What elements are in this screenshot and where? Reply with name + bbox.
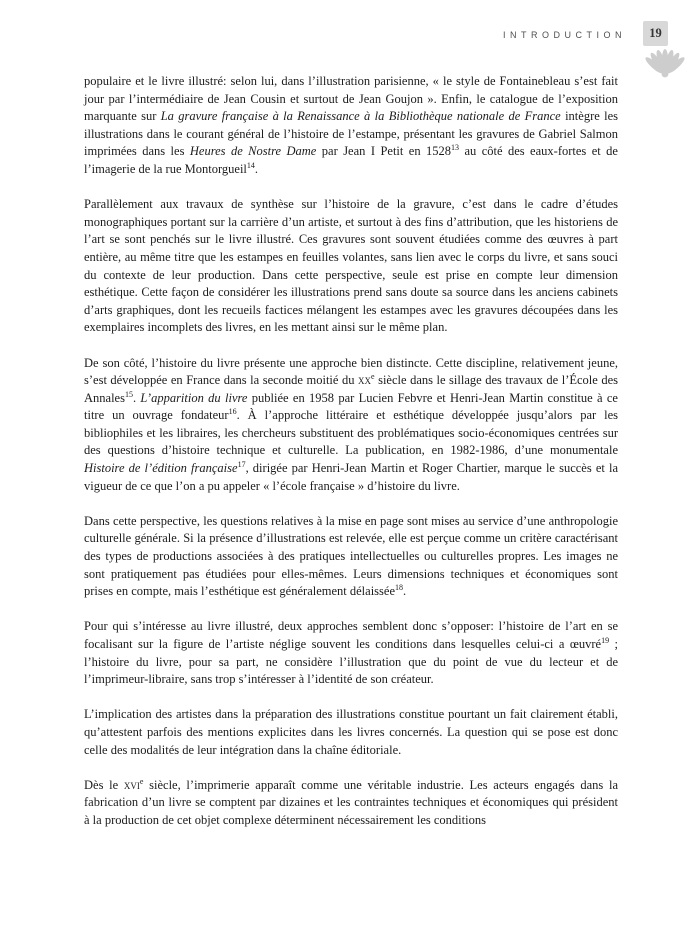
paragraph: Dès le xvi$^e$ siècle, l’imprimerie apparaît comme une véritable industrie. Les acteurs engagés dans la fabrication d’un livre se comptent par dizaines et les contraintes techniques et économiques qui président à la production de cet objet complexe déterminent nécessairement les conditions — [84, 776, 618, 827]
page-number-badge: 19 — [643, 21, 668, 46]
paragraph: L’implication des artistes dans la préparation des illustrations constitue pourtant un fait clairement établi, qu’attestent parfois des mentions explicites dans les livres concernés. La question qui se pose est donc celle des modalités de leur intégration dans la chaîne éditoriale. — [84, 707, 618, 757]
paragraph: populaire et le livre illustré: selon lui, dans l’illustration parisienne, « le style de Fontainebleau s’est fait jour par l’intermédiaire de Jean Cousin et surtout de Jean Goujon ». Enfin, le catalogue de l’exposition marquante sur La gravure française à la Renaissance à la Bibliothèque nationale de France intègre les illustrations dans le courant général de l’histoire de l’estampe, présentant les gravures de Gabriel Salmon imprimées dans les Heures de Nostre Dame par Jean I Petit en 1528$^{13}$ au côté des eaux-fortes et de l’imagerie de la rue Montorgueil$^{14}$. — [84, 74, 619, 176]
shell-ornament-icon — [644, 47, 686, 78]
paragraph: De son côté, l’histoire du livre présente une approche bien distincte. Cette discipline, relativement jeune, s’est développée en France dans la seconde moitié du $xx^e$ siècle dans le sillage des travaux de l’École des Annales$^{15}$. L’apparition du livre publiée en 1958 par Lucien Febvre et Henri-Jean Martin constitue à ce titre un ouvrage fondateur$^{16}$. À l’approche littéraire et esthétique développée jusqu’alors par les bibliophiles et les libraires, les chercheurs substituent des problématiques socio-économiques centrées sur des questions d’histoire technique et culturelle. La publication, en 1982-1986, d’une monumentale Histoire de l’édition française$^{17}$, dirigée par Henri-Jean Martin et Roger Chartier, marque le succès et la vigueur de ce que l’on a pu appeler « l’école française » d’histoire du livre. — [84, 355, 618, 493]
paragraph: Parallèlement aux travaux de synthèse sur l’histoire de la gravure, c’est dans le cadre d’études monographiques portant sur la carrière d’un artiste, et surtout à des fins d’attribution, que les historiens de l’art se sont penchés sur le livre illustré. Ces gravures sont souvent étudiées comme des œuvres à part entière, au même titre que les estampes en feuilles volantes, sans lien avec le corps du livre, et sans souci du contexte de leur production. Dans cette perspective, seule est prise en compte leur dimension esthétique. Cette façon de considérer les illustrations prend sans doute sa source dans les anciens cabinets d’arts graphiques, dont les recueils factices mélangent les estampes avec les gravures découpées dans les exemplaires incomplets des livres, en les mettant ainsi sur le même plan. — [84, 197, 618, 335]
text-body — [84, 73, 618, 830]
paragraph: Dans cette perspective, les questions relatives à la mise en page sont mises au service d’une anthropologie culturelle générale. Si la présence d’illustrations est relevée, elle est perçue comme un critère caractérisant des types de productions associées à des pratiques intellectuelles ou culturelles propres. Les images ne sont pratiquement pas étudiées pour elles-mêmes. Leurs dimensions techniques et économiques sont prises en compte, mais l’esthétique est généralement délaissée$^{18}$. — [84, 513, 618, 599]
running-head: INTRODUCTION — [503, 30, 626, 40]
paragraph: Pour qui s’intéresse au livre illustré, deux approches semblent donc s’opposer: l’histoire de l’art en se focalisant sur la figure de l’artiste néglige souvent les conditions dans lesquelles celui-ci a œuvré$^{19}$ ; l’histoire du livre, pour sa part, ne considère l’illustration que du point de vue du lecteur et de l’imprimeur-libraire, sans trop s’intéresser à l’identité de son créateur. — [84, 619, 618, 687]
